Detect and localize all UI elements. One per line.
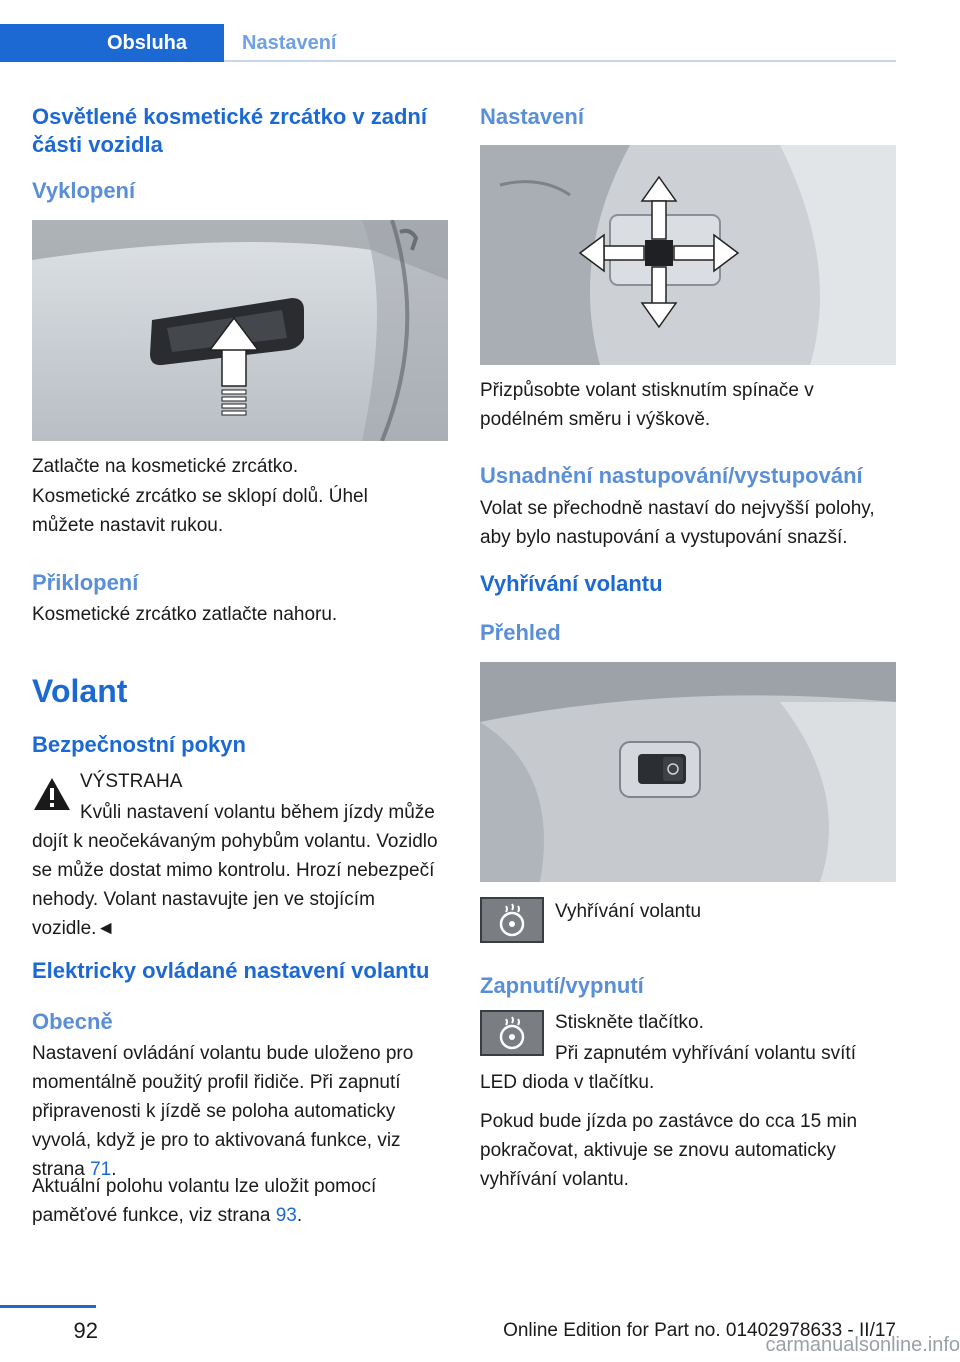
electric-adjust-title: Elektricky ovládané nastavení volantu — [32, 958, 430, 983]
unfold-subtitle: Vyklopení — [32, 178, 136, 203]
heating-button-illustration — [480, 662, 896, 882]
easy-entry-paragraph: Volat se přechodně nastaví do nejvyšší polohy, aby bylo nastupování a vystupování snazší. — [480, 498, 875, 548]
adjust-subtitle: Nastavení — [480, 104, 584, 129]
page-link-71[interactable]: 71 — [90, 1159, 112, 1180]
chapter-title-volant: Volant — [32, 673, 128, 709]
steering-adjust-photo — [480, 145, 896, 365]
fold-subtitle: Přiklopení — [32, 570, 139, 595]
heating-button-photo — [480, 662, 896, 882]
adjust-switch-illustration — [480, 145, 896, 365]
onoff-step-1: Stiskněte tlačítko. — [555, 1012, 704, 1033]
unfold-step-1: Zatlačte na kosmetické zrcátko. — [32, 456, 299, 477]
header-divider — [224, 60, 896, 62]
mirror-section-title: Osvětlené kosmetické zrcátko v zadní části vozidla — [32, 104, 427, 157]
general-paragraph-2 — [32, 1172, 448, 1230]
footer-accent-line — [0, 1305, 96, 1308]
warning-label: VÝSTRAHA — [80, 771, 183, 792]
tab-obsluha[interactable]: Obsluha — [0, 24, 224, 62]
fold-step-1: Kosmetické zrcátko zatlačte nahoru. — [32, 604, 338, 625]
easy-entry-subtitle: Usnadnění nastupování/vystupování — [480, 463, 863, 488]
header-bar — [0, 0, 960, 64]
heating-icon-label: Vyhřívání volantu — [555, 901, 702, 922]
page-number: 92 — [73, 1318, 98, 1343]
general-p2-text: Aktuální polohu volantu lze uložit pomocí paměťové funkce, viz strana — [32, 1176, 377, 1226]
general-p1-end: . — [111, 1159, 117, 1180]
unfold-step-2: Kosmetické zrcátko se sklopí dolů. Úhel můžete nastavit rukou. — [32, 486, 368, 536]
heating-title: Vyhřívání volantu — [480, 571, 663, 596]
adjust-paragraph: Přizpůsobte volant stisknutím spínače v podélném směru i výškově. — [480, 380, 814, 430]
onoff-step-2: Při zapnutém vyhřívání volantu svítí LED dioda v tlačítku. — [480, 1043, 856, 1093]
onoff-paragraph-3: Pokud bude jízda po zastávce do cca 15 min pokračovat, aktivuje se znovu automaticky vyhřívání volantu. — [480, 1111, 858, 1190]
general-p2-end: . — [296, 1205, 303, 1226]
edition-note: Online Edition for Part no. 01402978633 - II/17 — [503, 1320, 896, 1341]
watermark: carmanualsonline.info — [765, 1334, 960, 1356]
general-p1-text: Nastavení ovládání volantu bude uloženo pro momentálně použitý profil řidiče. Při zapnutí připravenosti k jízdě se poloha automaticky vyvolá, když je pro to aktivovaná funkce, viz strana — [32, 1043, 414, 1180]
tab-nastaveni[interactable]: Nastavení — [242, 31, 337, 54]
general-paragraph-1 — [32, 1039, 448, 1184]
warning-text: Kvůli nastavení volantu během jízdy může dojít k neočekávaným pohybům volantu. Vozidlo se může dostat mimo kontrolu. Hrozí nebezpečí nehody. Volant nastavujte jen ve stojícím vozidle.◄ — [32, 802, 438, 939]
mirror-illustration — [32, 220, 448, 441]
steering-heat-icon — [480, 897, 544, 943]
mirror-photo — [32, 220, 448, 441]
general-subtitle: Obecně — [32, 1009, 113, 1034]
onoff-subtitle: Zapnutí/vypnutí — [480, 973, 644, 998]
overview-subtitle: Přehled — [480, 620, 561, 645]
page-link-93[interactable]: 93 — [275, 1205, 297, 1226]
safety-title: Bezpečnostní pokyn — [32, 732, 246, 757]
